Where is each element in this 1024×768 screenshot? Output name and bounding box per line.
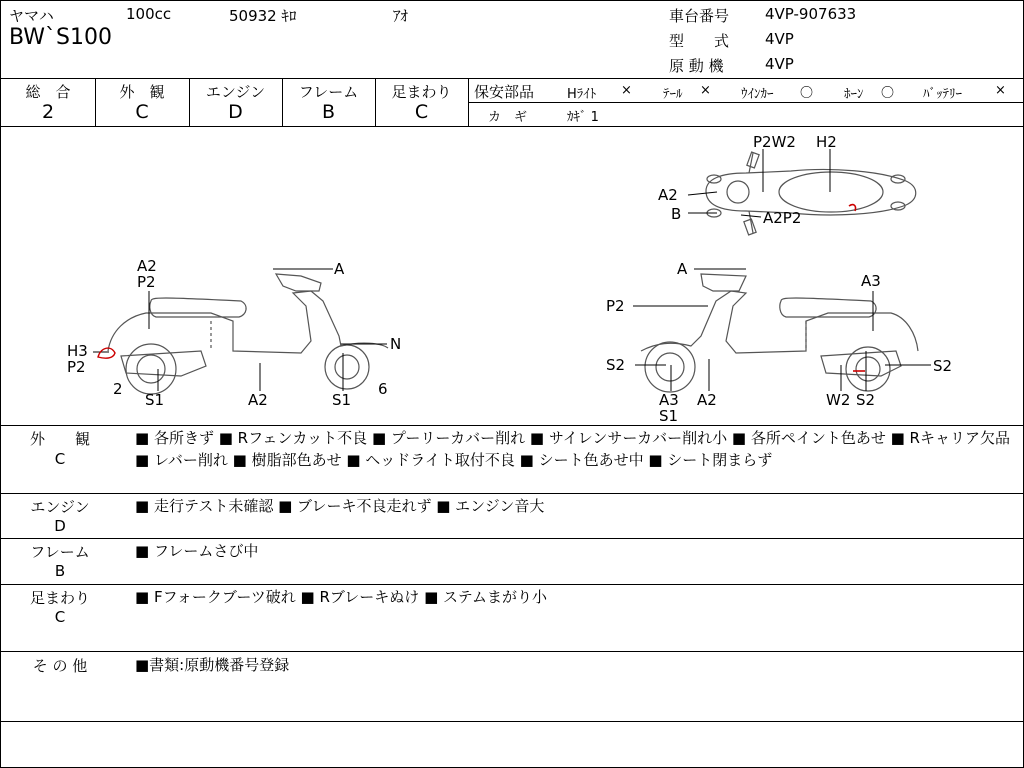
note-text-suspension: ■ Fフォークブーツ破れ ■ Rブレーキぬけ ■ ステムまがり小 xyxy=(135,588,547,606)
diagram-label: B xyxy=(671,205,682,223)
grade-suspension-value: C xyxy=(414,101,429,123)
note-title-suspension: 足まわり xyxy=(29,589,90,607)
note-title-exterior: 外 観 xyxy=(29,430,90,448)
diagram-label: A2 xyxy=(248,391,268,409)
grade-engine-label: エンジン xyxy=(205,83,266,101)
mileage: 50932 ｷﾛ xyxy=(229,7,297,25)
grade-exterior-value: C xyxy=(135,101,149,123)
grade-engine-value: D xyxy=(228,101,243,123)
diagram-label: A3 xyxy=(659,391,679,409)
horn-mark: 〇 xyxy=(881,86,895,101)
diagram-label: P2 xyxy=(137,273,156,291)
diagram-label: S1 xyxy=(332,391,352,409)
maker: ヤマハ xyxy=(9,7,54,25)
diagram-label: A2 xyxy=(137,257,157,275)
diagram-label: S2 xyxy=(606,356,626,374)
engine-type-value: 4VP xyxy=(765,55,794,73)
model-name: BW`S100 xyxy=(9,25,113,50)
note-title-other: そ の 他 xyxy=(32,657,88,675)
diagram-label: N xyxy=(390,335,402,353)
headlight-label: Hﾗｲﾄ xyxy=(567,87,597,102)
winker-mark: 〇 xyxy=(800,86,814,101)
frame-number-label: 車台番号 xyxy=(669,7,730,25)
scooter-left-view xyxy=(108,274,388,394)
note-grade-frame: B xyxy=(54,562,66,580)
damage-mark xyxy=(98,348,115,358)
note-text-engine: ■ 走行テスト未確認 ■ ブレーキ不良走れず ■ エンジン音大 xyxy=(135,497,545,515)
scooter-right-view xyxy=(641,274,918,392)
headlight-mark: × xyxy=(621,83,632,98)
diagram-label: A2 xyxy=(697,391,717,409)
grade-frame-label: フレーム xyxy=(298,83,359,101)
damage-diagram xyxy=(1,127,1023,425)
color: ｱｵ xyxy=(393,7,409,25)
diagram-label: P2 xyxy=(606,297,625,315)
diagram-label: P2 xyxy=(67,358,86,376)
type-label: 型 式 xyxy=(669,32,730,50)
diagram-label: P2W2 xyxy=(753,133,796,151)
type-value: 4VP xyxy=(765,30,794,48)
grade-suspension-label: 足まわり xyxy=(391,83,452,101)
diagram-label: S1 xyxy=(659,407,679,425)
note-text-frame: ■ フレームさび中 xyxy=(135,542,259,560)
diagram-label: S2 xyxy=(933,357,953,375)
diagram-label: S1 xyxy=(145,391,165,409)
diagram-label: H2 xyxy=(816,133,837,151)
diagram-label: W2 xyxy=(826,391,851,409)
tail-mark: × xyxy=(700,83,711,98)
battery-label: ﾊﾞｯﾃﾘｰ xyxy=(923,87,962,102)
note-title-engine: エンジン xyxy=(30,498,90,516)
diagram-label: A2 xyxy=(658,186,678,204)
diagram-label: H3 xyxy=(67,342,88,360)
grade-exterior-label: 外 観 xyxy=(119,83,165,101)
note-grade-engine: D xyxy=(54,517,66,535)
diagram-label: A3 xyxy=(861,272,881,290)
safety-label: 保安部品 xyxy=(474,83,535,101)
diagram-label: S2 xyxy=(856,391,876,409)
diagram-label: A2P2 xyxy=(763,209,802,227)
displacement: 100cc xyxy=(126,5,172,23)
key-value: ｶｷﾞ 1 xyxy=(567,110,599,125)
scooter-top-view xyxy=(706,152,916,235)
winker-label: ｳｲﾝｶｰ xyxy=(741,87,774,102)
horn-label: ﾎｰﾝ xyxy=(844,87,864,102)
diagram-label: 6 xyxy=(378,380,388,398)
tail-label: ﾃｰﾙ xyxy=(663,87,683,102)
grade-overall-label: 総 合 xyxy=(25,83,71,101)
frame-number: 4VP-907633 xyxy=(765,5,857,23)
note-title-frame: フレーム xyxy=(30,543,90,561)
note-grade-suspension: C xyxy=(54,608,66,626)
grade-overall-value: 2 xyxy=(41,101,55,123)
note-grade-exterior: C xyxy=(54,450,66,468)
diagram-label: A xyxy=(677,260,688,278)
key-label: カ ギ xyxy=(488,110,528,125)
grade-frame-value: B xyxy=(321,101,336,123)
engine-type-label: 原 動 機 xyxy=(669,57,724,75)
note-text-other: ■書類:原動機番号登録 xyxy=(135,656,290,674)
note-text-exterior: ■ 各所きず ■ Rフェンカット不良 ■ プーリーカバー削れ ■ サイレンサーカバー削れ小 ■ 各所ペイント色あせ ■ Rキャリア欠品 ■ レバー削れ ■ 樹脂部色あせ ■ ヘッドライト取付不良 ■ シート色あせ中 ■ シート閉まらず xyxy=(135,429,1010,469)
battery-mark: × xyxy=(995,83,1006,98)
diagram-label: 2 xyxy=(113,380,123,398)
diagram-label: A xyxy=(334,260,345,278)
